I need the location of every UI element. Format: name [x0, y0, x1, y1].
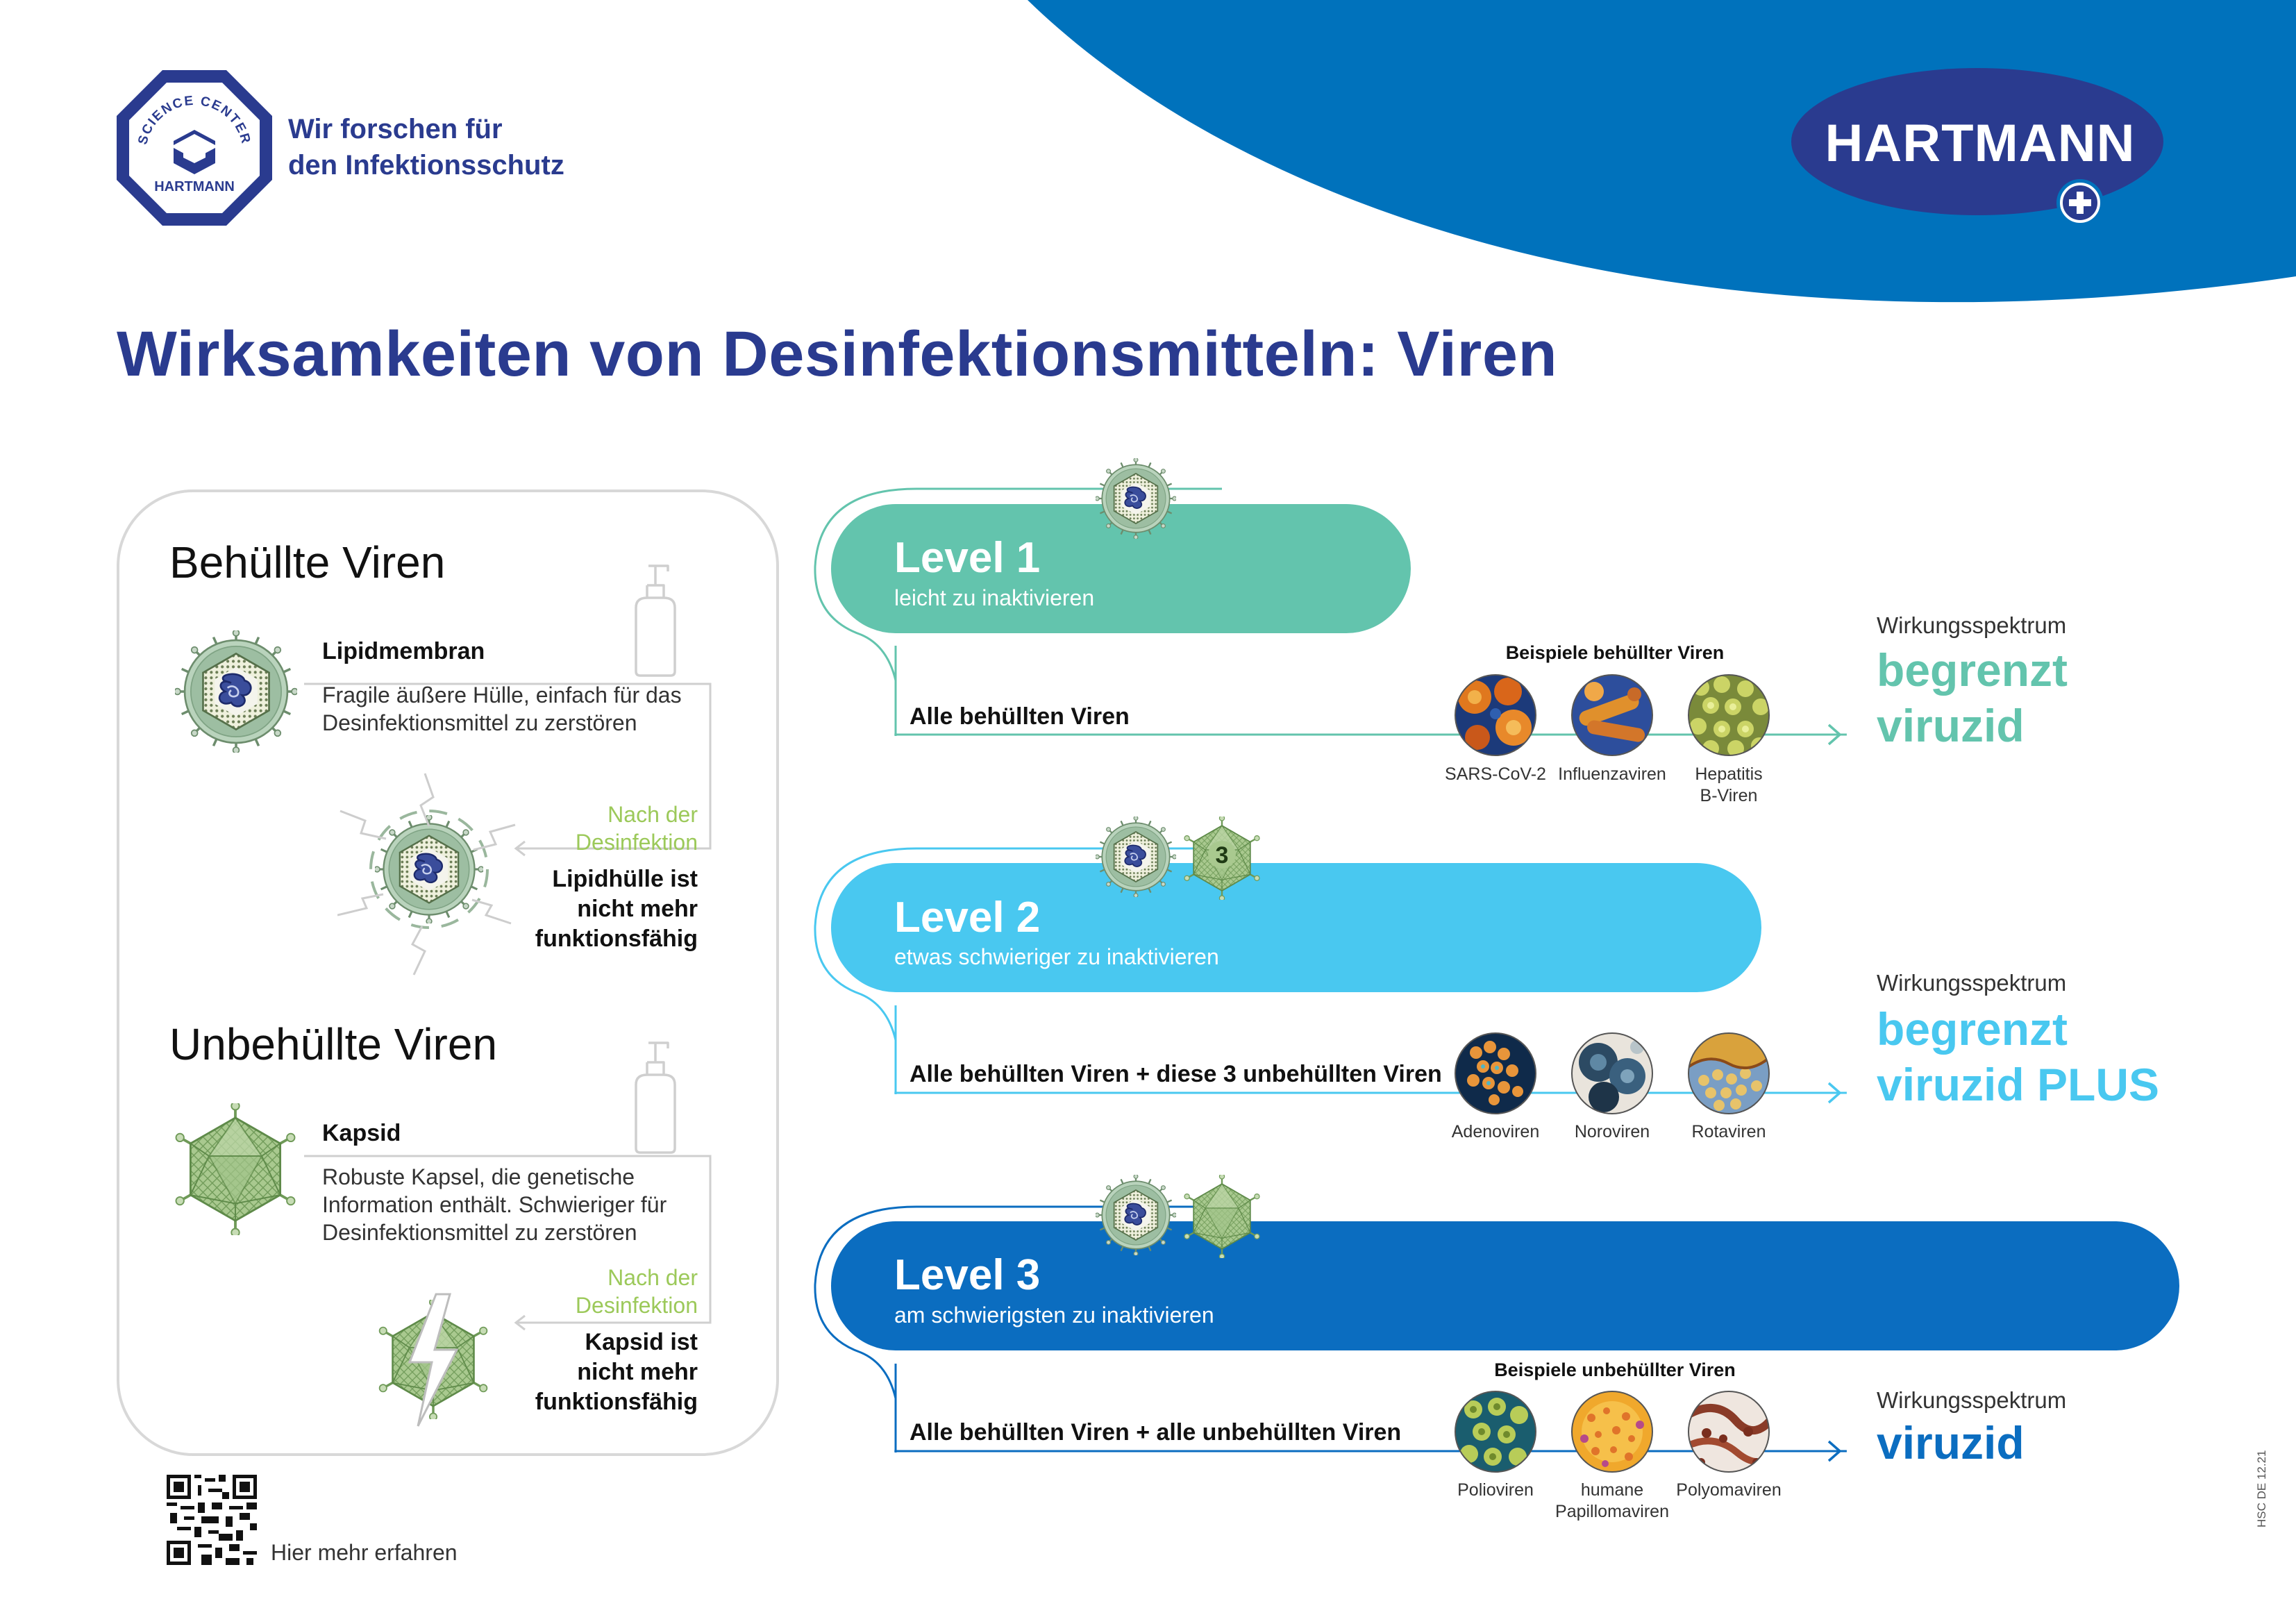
level-1-examples-heading: Beispiele behüllter Viren: [1505, 642, 1725, 663]
enveloped-virus-icon: [175, 630, 297, 753]
dispenser-bottle-icon: [628, 1036, 683, 1154]
badge-top-text: SCIENCE CENTER: [135, 93, 253, 147]
lipid-membrane-description: Fragile äußere Hülle, einfach für das Desinfektionsmittel zu zerstören: [322, 683, 682, 735]
qr-code-label: Hier mehr erfahren: [271, 1540, 458, 1565]
level-1-spectrum-value: begrenzt viruzid: [1877, 644, 2068, 751]
level-3-scope-text: Alle behüllten Viren + alle unbehüllten Viren: [910, 1419, 1402, 1446]
qr-code[interactable]: [167, 1475, 257, 1565]
tagline: [288, 111, 564, 183]
virus-label: Influenzaviren: [1558, 764, 1666, 784]
level-3-title: Level 3: [894, 1251, 1041, 1299]
sars-cov-2-virus-image: [1454, 673, 1537, 757]
level-1-title: Level 1: [894, 534, 1041, 582]
level-2-spectrum-value: begrenzt viruzid PLUS: [1877, 1003, 2160, 1110]
level-3-capsid-icon: [1180, 1175, 1264, 1258]
level-1-spectrum-heading: Wirkungsspektrum: [1877, 612, 2067, 638]
level-2-scope-text: Alle behüllten Viren + diese 3 unbehüllten Viren: [910, 1061, 1442, 1087]
level-2-capsid-icon: [1180, 817, 1264, 900]
virus-label: humane Papillomaviren: [1555, 1480, 1669, 1521]
norovirus-image: [1570, 1032, 1654, 1115]
level-3-examples-heading: Beispiele unbehüllter Viren: [1494, 1359, 1736, 1380]
page-title: Wirksamkeiten von Desinfektionsmitteln: Viren: [117, 319, 1558, 390]
hepatitis-b-virus-image: [1687, 673, 1770, 757]
after-disinfection-label: Nach der Desinfektion: [575, 1265, 698, 1318]
level-1-subtitle: leicht zu inaktivieren: [894, 585, 1095, 610]
lipid-result-text: Lipidhülle ist nicht mehr funktionsfähig: [535, 866, 698, 952]
virus-label: Noroviren: [1574, 1122, 1650, 1141]
virus-label: Rotaviren: [1691, 1122, 1766, 1141]
polyomavirus-image: [1687, 1390, 1770, 1473]
virus-label: Adenoviren: [1451, 1122, 1540, 1141]
dispenser-bottle-icon: [628, 559, 683, 677]
poliovirus-image: [1454, 1390, 1537, 1473]
virus-label: Polyomaviren: [1676, 1480, 1782, 1500]
enveloped-viruses-title: Behüllte Viren: [169, 537, 446, 587]
capsid-result-text: Kapsid ist nicht mehr funktionsfähig: [535, 1329, 698, 1415]
non-enveloped-viruses-title: Unbehüllte Viren: [169, 1019, 498, 1069]
capsid-term: Kapsid: [322, 1120, 401, 1146]
rotavirus-image: [1687, 1032, 1770, 1115]
capsid-description: Robuste Kapsel, die genetische Information enthält. Schwieriger für Desinfektionsmittel zu zerstören: [322, 1164, 667, 1245]
level-3-spectrum-value: viruzid: [1877, 1417, 2025, 1468]
level-2-subtitle: etwas schwieriger zu inaktivieren: [894, 944, 1219, 969]
level-3-subtitle: am schwierigsten zu inaktivieren: [894, 1303, 1214, 1328]
virus-label: Hepatitis B-Viren: [1695, 764, 1763, 805]
adenovirus-image: [1454, 1032, 1537, 1115]
tagline-line-1: Wir forschen für: [288, 114, 503, 144]
level-2-spectrum-heading: Wirkungsspektrum: [1877, 970, 2067, 996]
level-3-spectrum-heading: Wirkungsspektrum: [1877, 1387, 2067, 1413]
papillomavirus-image: [1570, 1390, 1654, 1473]
level-3-enveloped-virus-icon: [1096, 1175, 1176, 1255]
after-disinfection-label: Nach der Desinfektion: [575, 802, 698, 855]
capsid-virus-icon: [169, 1103, 301, 1235]
level-2-title: Level 2: [894, 894, 1041, 941]
virus-label: Polioviren: [1457, 1480, 1534, 1500]
virus-label: SARS-CoV-2: [1445, 764, 1546, 784]
tagline-line-2: den Infektionsschutz: [288, 150, 564, 181]
badge-bottom-text: HARTMANN: [154, 179, 235, 194]
document-code: HSC DE 12.21: [2255, 1450, 2268, 1527]
science-center-badge[interactable]: [114, 67, 275, 228]
lipid-membrane-term: Lipidmembran: [322, 638, 485, 664]
influenza-virus-image: [1570, 673, 1654, 757]
level-1-enveloped-virus-icon: [1096, 458, 1176, 539]
level-1-scope-text: Alle behüllten Viren: [910, 703, 1130, 730]
hartmann-logo-word: HARTMANN: [1825, 114, 2136, 173]
capsid-number: 3: [1215, 842, 1229, 869]
level-2-enveloped-virus-icon: [1096, 817, 1176, 897]
